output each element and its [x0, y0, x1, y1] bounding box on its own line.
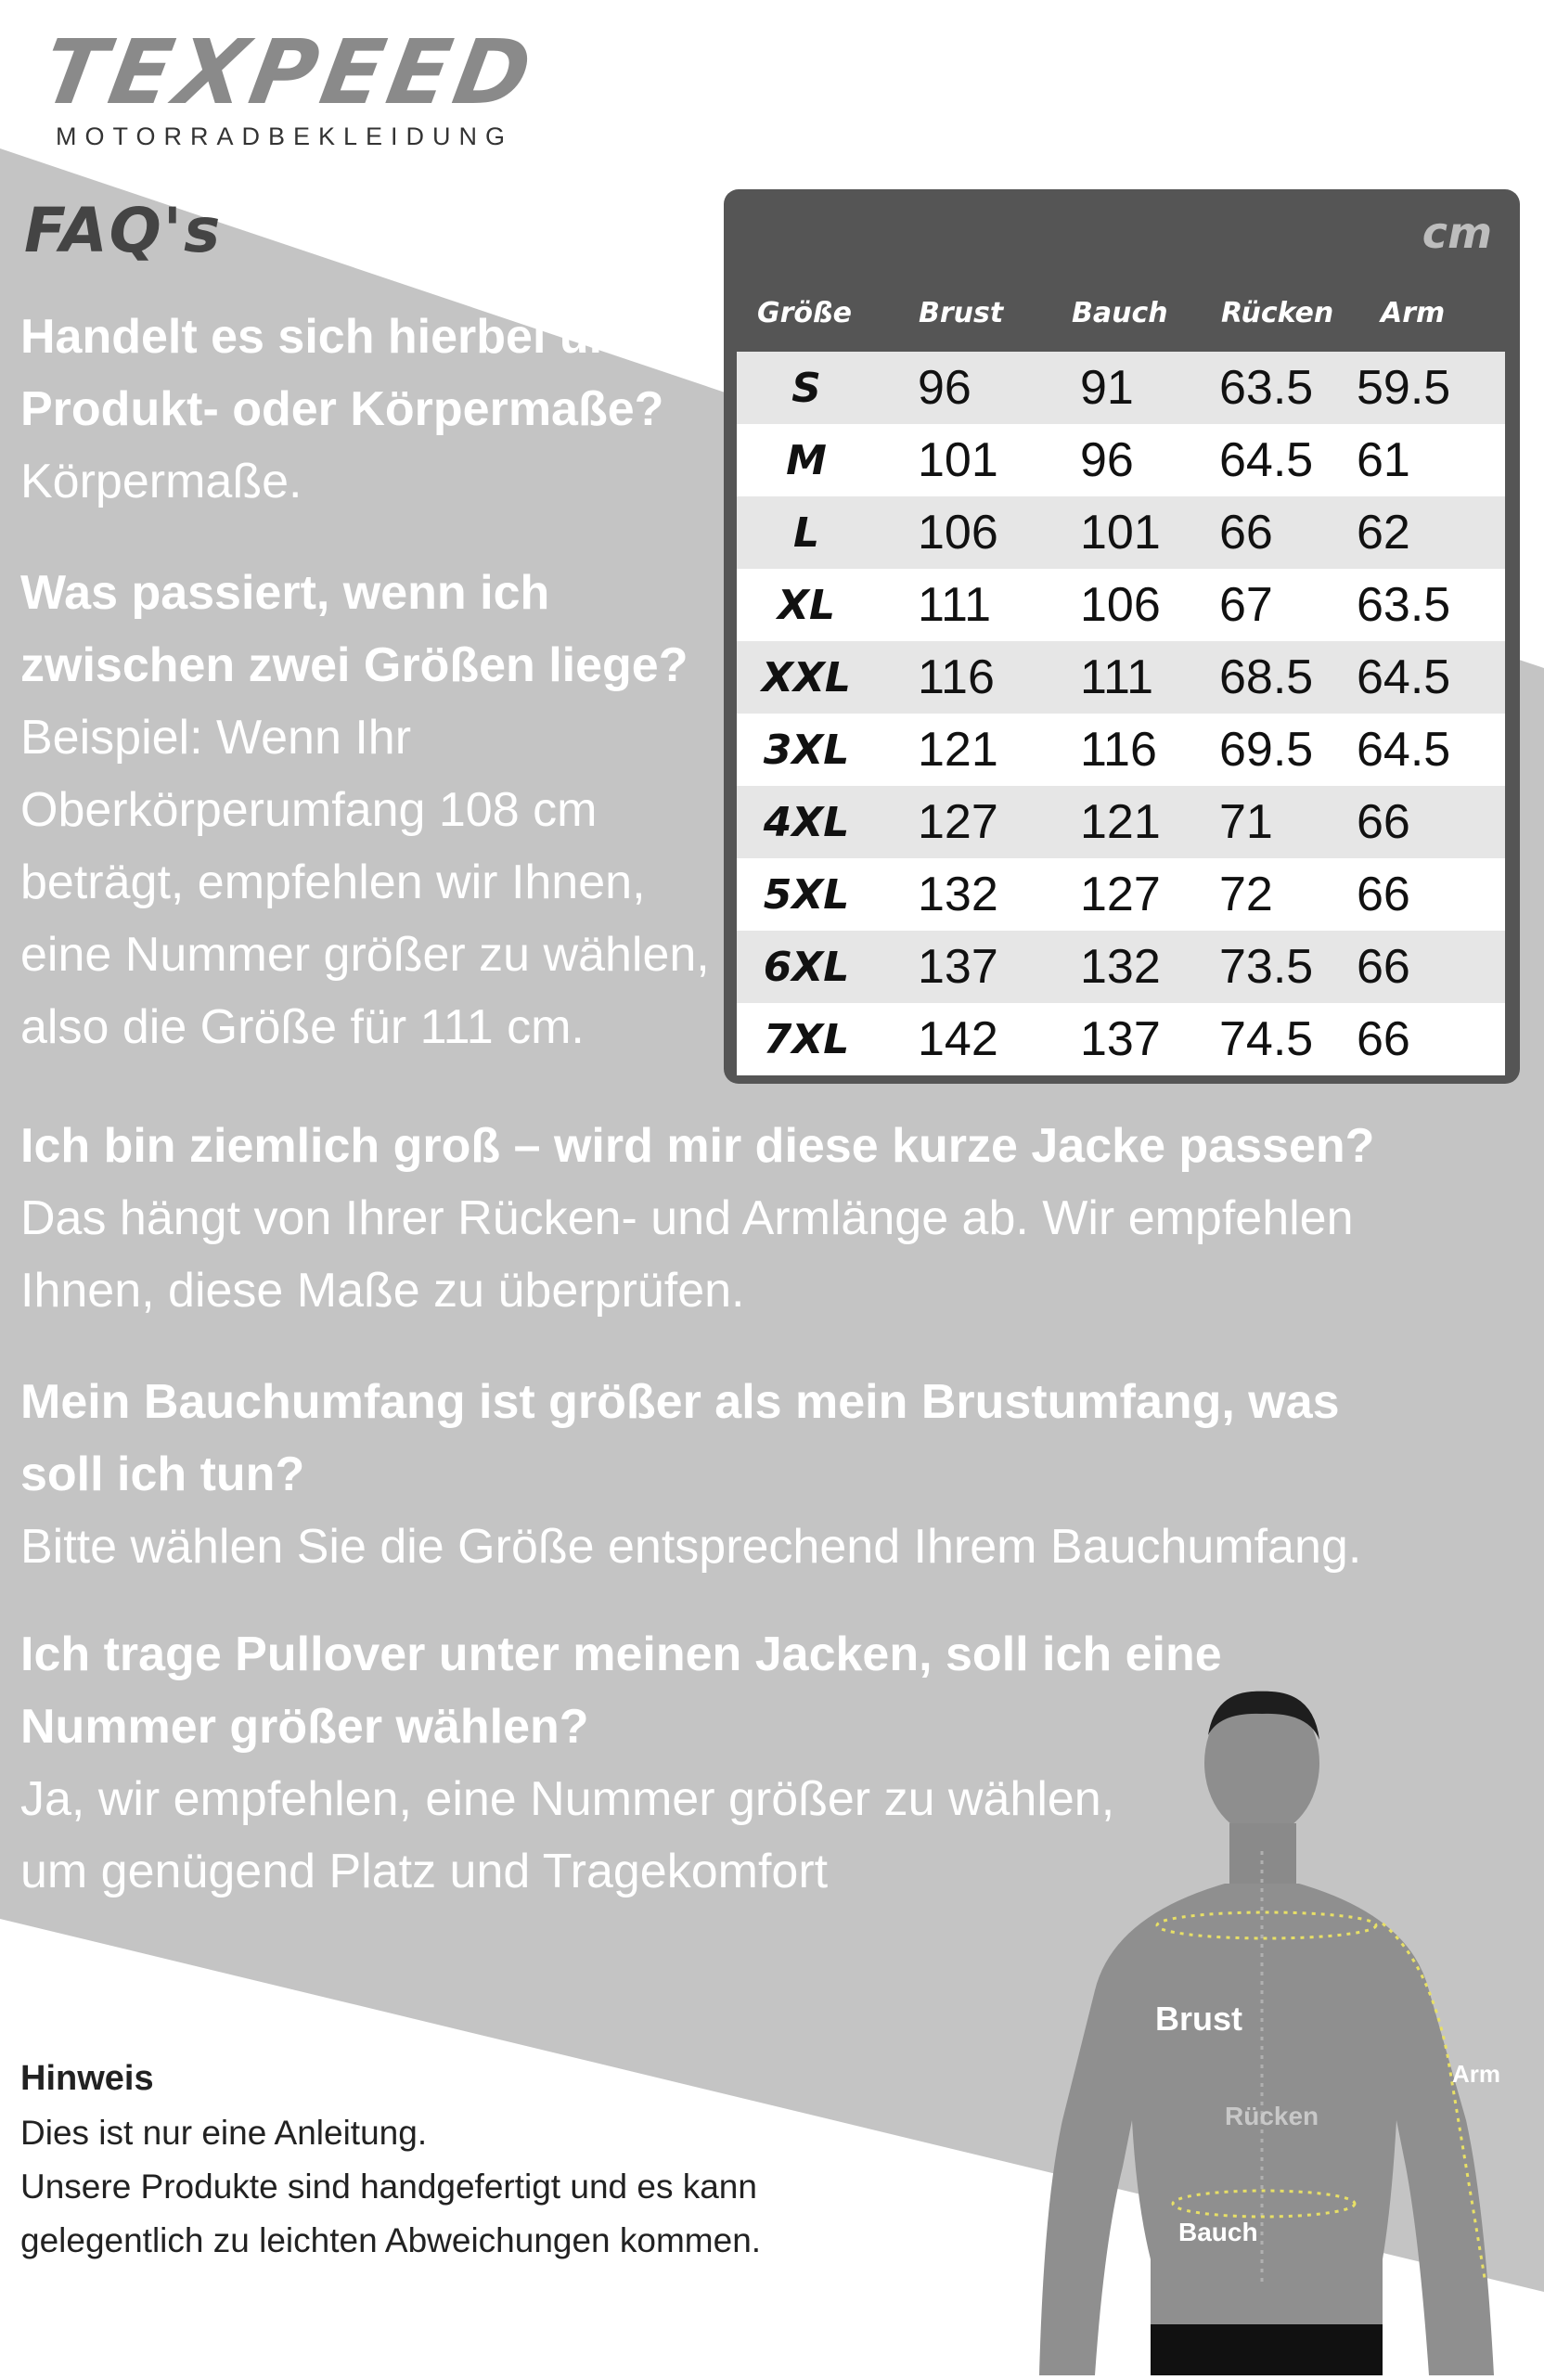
faq-question: Handelt es sich hierbei um [20, 310, 632, 364]
measure-cell: 137 [1080, 1012, 1161, 1066]
hint-line: Dies ist nur eine Anleitung. [20, 2114, 428, 2152]
faq-item-3 [20, 1110, 1374, 1327]
measure-cell: 66 [1219, 506, 1273, 560]
measure-cell: 91 [1080, 361, 1134, 415]
size-table-body [737, 352, 1505, 1075]
measure-cell: 69.5 [1219, 723, 1314, 777]
measure-cell: 127 [1080, 868, 1161, 921]
size-row [737, 714, 1505, 786]
measure-cell: 64.5 [1219, 433, 1314, 487]
brand-logo [35, 20, 545, 151]
hint-line: Unsere Produkte sind handgefertigt und es kann [20, 2168, 757, 2206]
measure-cell: 68.5 [1219, 650, 1314, 704]
size-cell: 7XL [763, 1015, 850, 1063]
size-cell: S [791, 364, 821, 412]
faq-question: Was passiert, wenn ich [20, 566, 550, 620]
faq-answer: eine Nummer größer zu wählen, [20, 928, 710, 982]
faq-answer: Oberkörperumfang 108 cm [20, 783, 598, 837]
measure-cell: 66 [1357, 940, 1410, 994]
measure-cell: 63.5 [1357, 578, 1451, 632]
size-cell: XL [778, 581, 835, 629]
unit-label: cm [1422, 208, 1492, 258]
measure-cell: 132 [918, 868, 998, 921]
faq-answer: Bitte wählen Sie die Größe entsprechend Ihrem Bauchumfang. [20, 1520, 1362, 1574]
measure-cell: 64.5 [1357, 723, 1451, 777]
measure-cell: 66 [1357, 795, 1410, 849]
measure-cell: 106 [918, 506, 998, 560]
measure-cell: 66 [1357, 868, 1410, 921]
hint-title: Hinweis [20, 2059, 154, 2098]
size-cell: 3XL [763, 726, 850, 774]
faq-answer: Körpermaße. [20, 455, 302, 508]
brand-name: TEXPEED [35, 20, 545, 124]
faq-question: Mein Bauchumfang ist größer als mein Brustumfang, was [20, 1375, 1340, 1429]
measure-cell: 101 [1080, 506, 1161, 560]
header-ruecken: Rücken [1221, 297, 1334, 329]
measure-cell: 59.5 [1357, 361, 1451, 415]
size-cell: XXL [762, 653, 851, 701]
faq-question: Nummer größer wählen? [20, 1700, 589, 1754]
size-cell: 6XL [763, 943, 850, 991]
faq-title: FAQ's [24, 195, 223, 266]
faq-answer: Ihnen, diese Maße zu überprüfen. [20, 1264, 745, 1318]
measure-cell: 111 [918, 578, 992, 632]
figure-label-bauch: Bauch [1178, 2218, 1258, 2246]
brand-subtitle: MOTORRADBEKLEIDUNG [56, 122, 514, 150]
figure-label-brust: Brust [1155, 2000, 1243, 2038]
faq-question: Ich trage Pullover unter meinen Jacken, soll ich eine [20, 1627, 1222, 1681]
figure-label-ruecken: Rücken [1225, 2102, 1319, 2130]
faq-answer: Ja, wir empfehlen, eine Nummer größer zu wählen, [20, 1772, 1115, 1826]
size-row [737, 496, 1505, 569]
faq-item-1 [20, 301, 663, 518]
size-cell: L [792, 508, 820, 557]
measure-cell: 121 [1080, 795, 1161, 849]
measure-cell: 96 [1080, 433, 1134, 487]
size-row [737, 569, 1505, 641]
measure-cell: 116 [1080, 723, 1157, 777]
measure-cell: 72 [1219, 868, 1273, 921]
measure-cell: 61 [1357, 433, 1410, 487]
measure-cell: 64.5 [1357, 650, 1451, 704]
header-size: Größe [757, 297, 852, 329]
size-row [737, 786, 1505, 858]
measure-cell: 127 [918, 795, 998, 849]
faq-question: Produkt- oder Körpermaße? [20, 382, 664, 436]
measure-cell: 73.5 [1219, 940, 1314, 994]
measure-cell: 142 [918, 1012, 998, 1066]
measure-cell: 101 [918, 433, 998, 487]
faq-answer: beträgt, empfehlen wir Ihnen, [20, 856, 646, 909]
hint-section [20, 2051, 761, 2268]
hint-line: gelegentlich zu leichten Abweichungen kommen. [20, 2221, 762, 2259]
header-bauch: Bauch [1072, 297, 1168, 329]
measure-cell: 111 [1080, 650, 1154, 704]
header-arm: Arm [1381, 297, 1446, 329]
measure-cell: 96 [918, 361, 971, 415]
size-cell: 5XL [763, 870, 850, 919]
faq-item-4 [20, 1366, 1361, 1583]
measure-cell: 62 [1357, 506, 1410, 560]
measure-cell: 66 [1357, 1012, 1410, 1066]
measure-cell: 137 [918, 940, 998, 994]
header-brust: Brust [919, 297, 1004, 329]
body-silhouette [1030, 1684, 1544, 2375]
size-row [737, 858, 1505, 931]
measure-cell: 116 [918, 650, 995, 704]
size-cell: 4XL [763, 798, 850, 846]
size-table [724, 189, 1520, 1084]
measure-cell: 67 [1219, 578, 1273, 632]
measure-cell: 74.5 [1219, 1012, 1314, 1066]
faq-question: Ich bin ziemlich groß – wird mir diese kurze Jacke passen? [20, 1119, 1375, 1173]
measure-cell: 132 [1080, 940, 1161, 994]
faq-answer: also die Größe für 111 cm. [20, 1000, 585, 1054]
size-row [737, 424, 1505, 496]
faq-answer: Beispiel: Wenn Ihr [20, 711, 412, 765]
faq-answer: Das hängt von Ihrer Rücken- und Armlänge ab. Wir empfehlen [20, 1191, 1354, 1245]
size-row [737, 1003, 1505, 1075]
measure-cell: 106 [1080, 578, 1161, 632]
faq-item-2 [20, 557, 710, 1063]
size-row [737, 641, 1505, 714]
measure-cell: 63.5 [1219, 361, 1314, 415]
figure-label-arm: Arm [1452, 2060, 1501, 2088]
faq-question: zwischen zwei Größen liege? [20, 638, 688, 692]
body-measurement-figure [1030, 1684, 1544, 2375]
measure-cell: 71 [1219, 795, 1273, 849]
size-row [737, 352, 1505, 424]
faq-answer: um genügend Platz und Tragekomfort [20, 1845, 829, 1898]
size-row [737, 931, 1505, 1003]
measure-cell: 121 [918, 723, 998, 777]
faq-question: soll ich tun? [20, 1447, 305, 1501]
size-cell: M [786, 436, 827, 484]
